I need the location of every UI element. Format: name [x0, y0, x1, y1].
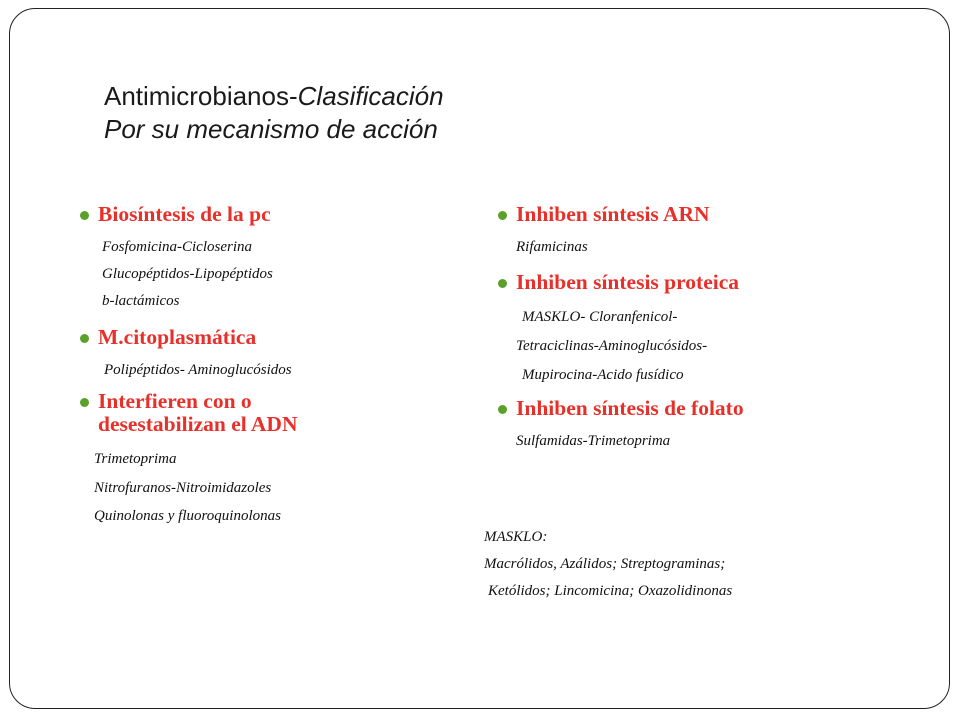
masklo-note [484, 524, 732, 605]
bullet-citoplasmatica: M.citoplasmática [78, 326, 478, 349]
bullet-biosintesis: Biosíntesis de la pc [78, 203, 478, 226]
masklo-line-2: Ketólidos; Lincomicina; Oxazolidinonas [488, 583, 733, 599]
slide-title [104, 80, 444, 146]
bullet-proteica: Inhiben síntesis proteica [496, 271, 916, 294]
sub-item: MASKLO- Cloranfenicol- [522, 309, 678, 325]
sub-item: Sulfamidas-Trimetoprima [516, 433, 671, 449]
sub-item: Rifamicinas [516, 239, 588, 255]
sub-item: b-lactámicos [102, 293, 180, 309]
sub-item: Quinolonas y fluoroquinolonas [94, 508, 281, 524]
sub-item: Tetraciclinas-Aminoglucósidos- [516, 338, 708, 354]
left-column [78, 203, 478, 526]
masklo-line-1: Macrólidos, Azálidos; Streptograminas; [484, 556, 726, 572]
right-column [496, 203, 916, 451]
title-line-2: Por su mecanismo de acción [104, 114, 438, 144]
bullet-adn-line-2: desestabilizan el ADN [98, 412, 298, 436]
title-regular: Antimicrobianos- [104, 81, 298, 111]
sub-item: Polipéptidos- Aminoglucósidos [104, 362, 292, 378]
title-line-1 [104, 80, 444, 113]
bullet-adn-line-1: Interfieren con o [98, 389, 252, 413]
title-italic: Clasificación [297, 81, 444, 111]
bullet-adn [78, 390, 478, 436]
sub-item: Trimetoprima [94, 451, 177, 467]
sub-item: Glucopéptidos-Lipopéptidos [102, 266, 273, 282]
bullet-arn: Inhiben síntesis ARN [496, 203, 916, 226]
sub-item: Mupirocina-Acido fusídico [522, 367, 684, 383]
bullet-folato: Inhiben síntesis de folato [496, 397, 916, 420]
masklo-heading: MASKLO: [484, 529, 548, 545]
sub-item: Nitrofuranos-Nitroimidazoles [94, 480, 272, 496]
sub-item: Fosfomicina-Cicloserina [102, 239, 252, 255]
